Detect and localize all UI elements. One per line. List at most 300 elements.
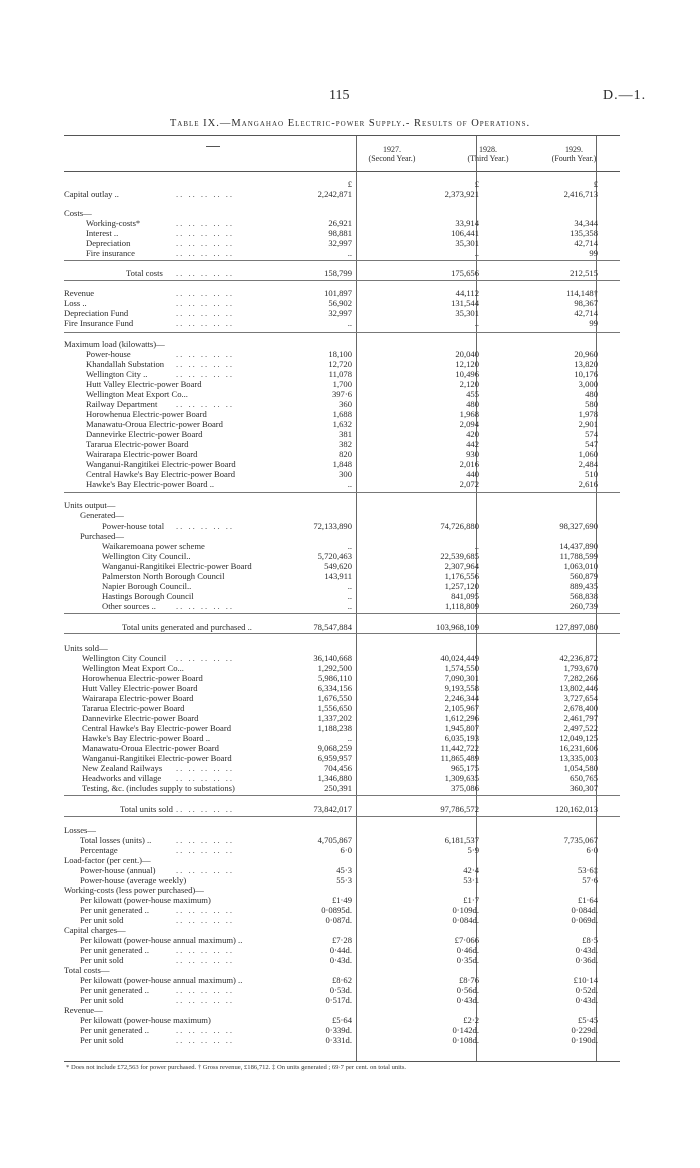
cell-value-1927: 381 <box>339 429 352 439</box>
table-row <box>64 439 620 449</box>
column-header-1929: 1929. (Fourth Year.) <box>551 145 597 163</box>
leader-dots: .. .. .. .. .. <box>176 915 235 925</box>
leader-dots: .. .. .. .. .. <box>176 248 235 258</box>
row-label: Per kilowatt (power-house annual maximum) .. <box>80 975 243 985</box>
table-row <box>64 500 620 510</box>
cell-value-1928: 22,539,685 <box>440 551 479 561</box>
cell-value-1928: 1,574,550 <box>444 663 479 673</box>
table-row <box>64 1005 620 1015</box>
page-header <box>0 88 700 108</box>
cell-value-1929: 16,231,606 <box>559 743 598 753</box>
row-label: Revenue <box>64 288 95 298</box>
cell-value-1928: 440 <box>466 469 479 479</box>
leader-dots: .. .. .. .. .. <box>176 268 235 278</box>
section-rule <box>64 613 620 614</box>
row-label: Power-house (annual) <box>80 865 156 875</box>
table-row <box>64 622 620 632</box>
row-label: Tararua Electric-power Board <box>82 703 185 713</box>
table-row <box>64 673 620 683</box>
cell-value-1928: 375,086 <box>451 783 479 793</box>
cell-value-1929: 212,515 <box>570 268 598 278</box>
cell-value-1927: 143,911 <box>324 571 352 581</box>
row-label: Power-house (average weekly) <box>80 875 187 885</box>
table-row <box>64 339 620 349</box>
cell-value-1928: 2,016 <box>459 459 479 469</box>
row-label: Per kilowatt (power-house maximum) <box>80 895 211 905</box>
row-label: Percentage <box>80 845 118 855</box>
leader-dots: .. .. .. .. .. <box>176 228 235 238</box>
row-label: Interest .. <box>86 228 119 238</box>
table-row <box>64 855 620 865</box>
row-label: Units sold— <box>64 643 108 653</box>
cell-value-1928: 11,442,722 <box>440 743 479 753</box>
leader-dots: .. .. .. .. .. <box>176 945 235 955</box>
leader-dots: .. .. .. .. .. <box>176 865 235 875</box>
cell-value-1929: 360,307 <box>570 783 598 793</box>
cell-value-1927: 250,391 <box>324 783 352 793</box>
cell-value-1929: 1,054,580 <box>563 763 598 773</box>
cell-value-1927: 382 <box>339 439 352 449</box>
row-label: Wellington City .. <box>86 369 148 379</box>
cell-value-1927: 397·6 <box>331 389 352 399</box>
cell-value-1929: 0·52d. <box>575 985 598 995</box>
cell-value-1928: 1,309,635 <box>444 773 479 783</box>
table-row <box>64 308 620 318</box>
cell-value-1929: 6·0 <box>586 845 598 855</box>
row-label: Central Hawke's Bay Electric-power Board <box>86 469 236 479</box>
cell-value-1928: 0·46d. <box>456 945 479 955</box>
cell-value-1927: 101,897 <box>324 288 352 298</box>
cell-value-1929: 42,714 <box>574 238 598 248</box>
cell-value-1928: 1,612,296 <box>444 713 479 723</box>
cell-value-1927: 78,547,884 <box>313 622 352 632</box>
cell-value-1927: 300 <box>339 469 352 479</box>
cell-value-1929: 0·069d. <box>571 915 598 925</box>
cell-value-1929: 1,978 <box>578 409 598 419</box>
cell-value-1929: 510 <box>585 469 598 479</box>
row-label: Total units generated and purchased .. <box>122 622 252 632</box>
leader-dots: .. .. .. .. .. <box>176 399 235 409</box>
leader-dots: .. .. .. .. .. <box>176 804 235 814</box>
cell-value-1928: 6,181,537 <box>444 835 479 845</box>
table-row <box>64 571 620 581</box>
table-row <box>64 238 620 248</box>
row-label: Manawatu-Oroua Electric-power Board <box>82 743 219 753</box>
cell-value-1927: 11,078 <box>328 369 352 379</box>
leader-dots: .. .. .. .. .. <box>176 653 235 663</box>
cell-value-1928: 1,118,809 <box>444 601 479 611</box>
leader-dots: .. .. .. .. .. <box>176 905 235 915</box>
row-label: Napier Borough Council.. <box>102 581 192 591</box>
cell-value-1927: 55·3 <box>336 875 352 885</box>
row-label: Khandallah Substation <box>86 359 165 369</box>
cell-value-1927: 0·339d. <box>325 1025 352 1035</box>
row-label: Wairarapa Electric-power Board <box>86 449 198 459</box>
cell-value-1927: 6,334,156 <box>317 683 352 693</box>
cell-value-1927: 0·44d. <box>329 945 352 955</box>
table-row <box>64 288 620 298</box>
cell-value-1929: 2,497,522 <box>563 723 598 733</box>
row-label: Fire Insurance Fund <box>64 318 134 328</box>
cell-value-1927: 5,986,110 <box>317 673 352 683</box>
table-row <box>64 318 620 328</box>
cell-value-1929: 0·43d. <box>575 945 598 955</box>
table-row <box>64 763 620 773</box>
cell-value-1929: 2,901 <box>578 419 598 429</box>
table-row <box>64 975 620 985</box>
cell-value-1928: 106,441 <box>451 228 479 238</box>
cell-value-1929: 3,727,654 <box>563 693 598 703</box>
leader-dots: .. .. .. .. .. <box>176 845 235 855</box>
table-row <box>64 845 620 855</box>
cell-value-1927: 1,848 <box>332 459 352 469</box>
cell-value-1929: 580 <box>585 399 598 409</box>
cell-value-1927: 6,959,957 <box>317 753 352 763</box>
row-label: Costs— <box>64 208 92 218</box>
table-row <box>64 459 620 469</box>
cell-value-1928: 53·1 <box>463 875 479 885</box>
leader-dots: .. .. .. .. .. <box>176 318 235 328</box>
cell-value-1927: .. <box>347 541 352 551</box>
table-row <box>64 359 620 369</box>
cell-value-1928: 2,094 <box>459 419 479 429</box>
row-label: Load-factor (per cent.)— <box>64 855 151 865</box>
row-label: Horowhenua Electric-power Board <box>86 409 207 419</box>
section-rule <box>64 280 620 281</box>
cell-value-1927: 5,720,463 <box>317 551 352 561</box>
cell-value-1927: 6·0 <box>340 845 352 855</box>
cell-value-1928: 0·084d. <box>452 915 479 925</box>
row-label: Railway Department <box>86 399 158 409</box>
table-row <box>64 653 620 663</box>
row-label: Working-costs* <box>86 218 141 228</box>
cell-value-1928: 480 <box>466 399 479 409</box>
column-header-1928: 1928. (Third Year.) <box>467 145 509 163</box>
table-row <box>64 349 620 359</box>
row-label: Wellington City Council.. <box>102 551 191 561</box>
cell-value-1929: £ <box>593 179 598 189</box>
cell-value-1929: 2,678,400 <box>563 703 598 713</box>
cell-value-1928: 2,307,964 <box>444 561 479 571</box>
table-row <box>64 248 620 258</box>
cell-value-1929: 127,897,080 <box>555 622 598 632</box>
cell-value-1927: £8·62 <box>331 975 352 985</box>
table-row <box>64 521 620 531</box>
table-row <box>64 895 620 905</box>
table-row <box>64 469 620 479</box>
cell-value-1929: 7,735,067 <box>563 835 598 845</box>
cell-value-1929: 12,049,125 <box>559 733 598 743</box>
cell-value-1927: 18,100 <box>328 349 352 359</box>
cell-value-1928: 1,176,556 <box>444 571 479 581</box>
cell-value-1928: £1·7 <box>463 895 479 905</box>
cell-value-1927: 1,337,202 <box>317 713 352 723</box>
leader-dots: .. .. .. .. .. <box>176 218 235 228</box>
cell-value-1929: 650,765 <box>570 773 598 783</box>
cell-value-1929: 14,437,890 <box>559 541 598 551</box>
table-row <box>64 804 620 814</box>
row-label: Testing, &c. (includes supply to substations) <box>82 783 235 793</box>
table-row <box>64 389 620 399</box>
row-label: Wairarapa Electric-power Board <box>82 693 194 703</box>
cell-value-1929: 10,176 <box>574 369 598 379</box>
cell-value-1927: 32,997 <box>328 308 352 318</box>
table-row <box>64 905 620 915</box>
cell-value-1927: 1,688 <box>332 409 352 419</box>
cell-value-1928: 42·4 <box>463 865 479 875</box>
section-rule <box>64 795 620 796</box>
document-reference: D.—1. <box>603 88 647 103</box>
cell-value-1928: £7·066 <box>454 935 479 945</box>
cell-value-1927: 1,556,650 <box>317 703 352 713</box>
row-label: Per unit sold <box>80 1035 124 1045</box>
table-row <box>64 955 620 965</box>
cell-value-1928: 2,246,344 <box>444 693 479 703</box>
row-label: Wellington City Council <box>82 653 167 663</box>
row-label: Wanganui-Rangitikei Electric-power Board <box>82 753 232 763</box>
cell-value-1928: 35,301 <box>455 238 479 248</box>
cell-value-1928: 1,945,807 <box>444 723 479 733</box>
cell-value-1927: .. <box>347 591 352 601</box>
cell-value-1929: 1,063,010 <box>563 561 598 571</box>
cell-value-1928: 12,120 <box>455 359 479 369</box>
cell-value-1929: 547 <box>585 439 598 449</box>
cell-value-1927: 0·43d. <box>329 955 352 965</box>
section-rule <box>64 633 620 634</box>
cell-value-1928: 10,496 <box>455 369 479 379</box>
page-number: 115 <box>329 88 350 103</box>
table-row <box>64 663 620 673</box>
table-row <box>64 1035 620 1045</box>
header-dash <box>206 146 220 147</box>
table-row <box>64 693 620 703</box>
row-label: Wanganui-Rangitikei Electric-power Board <box>102 561 252 571</box>
cell-value-1927: £7·28 <box>331 935 352 945</box>
cell-value-1927: 26,921 <box>328 218 352 228</box>
cell-value-1929: 260,739 <box>570 601 598 611</box>
cell-value-1927: 549,620 <box>324 561 352 571</box>
cell-value-1929: 3,000 <box>578 379 598 389</box>
cell-value-1928: 44,112 <box>455 288 479 298</box>
table-row <box>64 743 620 753</box>
cell-value-1928: .. <box>474 248 479 258</box>
row-label: Wanganui-Rangitikei Electric-power Board <box>86 459 236 469</box>
cell-value-1927: 1,292,500 <box>317 663 352 673</box>
table-row <box>64 733 620 743</box>
table-row <box>64 723 620 733</box>
table-row <box>64 985 620 995</box>
cell-value-1927: 98,881 <box>328 228 352 238</box>
cell-value-1927: .. <box>347 581 352 591</box>
cell-value-1929: 480 <box>585 389 598 399</box>
row-label: Central Hawke's Bay Electric-power Board <box>82 723 232 733</box>
cell-value-1929: 1,793,670 <box>563 663 598 673</box>
table-row <box>64 773 620 783</box>
cell-value-1927: £ <box>347 179 352 189</box>
cell-value-1928: 97,786,572 <box>440 804 479 814</box>
cell-value-1927: £1·49 <box>331 895 352 905</box>
row-label: Hutt Valley Electric-power Board <box>86 379 202 389</box>
cell-value-1928: 2,373,921 <box>444 189 479 199</box>
cell-value-1927: 73,842,017 <box>313 804 352 814</box>
table-row <box>64 601 620 611</box>
table-row <box>64 965 620 975</box>
cell-value-1929: 0·36d. <box>575 955 598 965</box>
table-title: Table IX.—Mangahao Electric-power Supply.- Results of Operations. <box>169 118 531 129</box>
cell-value-1929: 560,879 <box>570 571 598 581</box>
cell-value-1927: .. <box>347 248 352 258</box>
cell-value-1929: 120,162,013 <box>555 804 598 814</box>
cell-value-1927: 1,700 <box>332 379 352 389</box>
cell-value-1929: £1·64 <box>577 895 598 905</box>
leader-dots: .. .. .. .. .. <box>176 955 235 965</box>
leader-dots: .. .. .. .. .. <box>176 1025 235 1035</box>
cell-value-1928: 2,072 <box>459 479 479 489</box>
row-label: Per kilowatt (power-house annual maximum) .. <box>80 935 243 945</box>
table-row <box>64 189 620 199</box>
cell-value-1929: 135,358 <box>570 228 598 238</box>
cell-value-1929: 42,236,872 <box>559 653 598 663</box>
row-label: Headworks and village <box>82 773 162 783</box>
table-row <box>64 643 620 653</box>
cell-value-1928: 1,968 <box>459 409 479 419</box>
row-label: Waikaremoana power scheme <box>102 541 205 551</box>
cell-value-1927: 56,902 <box>328 298 352 308</box>
row-label: Generated— <box>80 510 124 520</box>
leader-dots: .. .. .. .. .. <box>176 308 235 318</box>
row-label: New Zealand Railways <box>82 763 163 773</box>
cell-value-1929: 2,461,797 <box>563 713 598 723</box>
section-rule <box>64 332 620 333</box>
leader-dots: .. .. .. .. .. <box>176 288 235 298</box>
table-row <box>64 1015 620 1025</box>
cell-value-1927: 12,720 <box>328 359 352 369</box>
cell-value-1929: 0·229d. <box>571 1025 598 1035</box>
row-label: Maximum load (kilowatts)— <box>64 339 165 349</box>
row-label: Power-house <box>86 349 131 359</box>
cell-value-1928: 11,865,489 <box>440 753 479 763</box>
table-row <box>64 268 620 278</box>
row-label: Working-costs (less power purchased)— <box>64 885 204 895</box>
cell-value-1928: 131,544 <box>451 298 479 308</box>
table-row <box>64 429 620 439</box>
cell-value-1927: 1,346,880 <box>317 773 352 783</box>
cell-value-1929: 0·084d. <box>571 905 598 915</box>
row-label: Tararua Electric-power Board <box>86 439 189 449</box>
table-row <box>64 935 620 945</box>
leader-dots: .. .. .. .. .. <box>176 763 235 773</box>
cell-value-1928: 420 <box>466 429 479 439</box>
cell-value-1929: 99 <box>589 318 598 328</box>
row-label: Total costs— <box>64 965 110 975</box>
cell-value-1928: 930 <box>466 449 479 459</box>
cell-value-1927: 72,133,890 <box>313 521 352 531</box>
row-label: Per unit generated .. <box>80 945 149 955</box>
cell-value-1927: 36,140,668 <box>313 653 352 663</box>
table-row <box>64 783 620 793</box>
row-label: Per unit sold <box>80 955 124 965</box>
cell-value-1928: 33,914 <box>455 218 479 228</box>
cell-value-1928: 2,120 <box>459 379 479 389</box>
leader-dots: .. .. .. .. .. <box>176 349 235 359</box>
cell-value-1929: 889,435 <box>570 581 598 591</box>
table-row <box>64 419 620 429</box>
cell-value-1928: .. <box>474 541 479 551</box>
table-row <box>64 683 620 693</box>
row-label: Per unit generated .. <box>80 985 149 995</box>
table-row <box>64 875 620 885</box>
cell-value-1927: 0·517d. <box>325 995 352 1005</box>
row-label: Hastings Borough Council <box>102 591 194 601</box>
row-label: Dannevirke Electric-power Board <box>86 429 203 439</box>
cell-value-1929: 34,344 <box>574 218 598 228</box>
cell-value-1927: .. <box>347 733 352 743</box>
cell-value-1927: 158,799 <box>324 268 352 278</box>
table-row <box>64 208 620 218</box>
cell-value-1929: 99 <box>589 248 598 258</box>
section-rule <box>64 260 620 261</box>
leader-dots: .. .. .. .. .. <box>176 995 235 1005</box>
table-row <box>64 409 620 419</box>
cell-value-1927: 2,242,871 <box>317 189 352 199</box>
cell-value-1927: 0·331d. <box>325 1035 352 1045</box>
leader-dots: .. .. .. .. .. <box>176 298 235 308</box>
row-label: Per unit sold <box>80 995 124 1005</box>
cell-value-1929: £10·14 <box>573 975 598 985</box>
row-label: Horowhenua Electric-power Board <box>82 673 203 683</box>
table-row <box>64 925 620 935</box>
cell-value-1927: 820 <box>339 449 352 459</box>
cell-value-1929: 114,148† <box>566 288 598 298</box>
cell-value-1927: 4,705,867 <box>317 835 352 845</box>
row-label: Losses— <box>64 825 96 835</box>
table-row <box>64 510 620 520</box>
cell-value-1928: 0·35d. <box>456 955 479 965</box>
table-row <box>64 1025 620 1035</box>
table-row <box>64 945 620 955</box>
cell-value-1929: 11,788,599 <box>559 551 598 561</box>
cell-value-1928: .. <box>474 318 479 328</box>
table-row <box>64 825 620 835</box>
row-label: Depreciation Fund <box>64 308 129 318</box>
row-label: Per unit sold <box>80 915 124 925</box>
leader-dots: .. .. .. .. .. <box>176 835 235 845</box>
table-row <box>64 835 620 845</box>
cell-value-1929: 568,838 <box>570 591 598 601</box>
table-row <box>64 885 620 895</box>
table-row <box>64 399 620 409</box>
table-row <box>64 531 620 541</box>
row-label: Revenue— <box>64 1005 103 1015</box>
cell-value-1929: 7,282,266 <box>563 673 598 683</box>
cell-value-1928: 20,040 <box>455 349 479 359</box>
cell-value-1929: 1,060 <box>578 449 598 459</box>
leader-dots: .. .. .. .. .. <box>176 601 235 611</box>
cell-value-1929: 13,335,003 <box>559 753 598 763</box>
results-table <box>64 135 620 1062</box>
row-label: Palmerston North Borough Council <box>102 571 225 581</box>
cell-value-1929: £5·45 <box>577 1015 598 1025</box>
cell-value-1928: 7,090,301 <box>444 673 479 683</box>
cell-value-1927: .. <box>347 479 352 489</box>
cell-value-1929: 53·6‡ <box>577 865 598 875</box>
table-row <box>64 581 620 591</box>
leader-dots: .. .. .. .. .. <box>176 1035 235 1045</box>
row-label: Purchased— <box>80 531 124 541</box>
leader-dots: .. .. .. .. .. <box>176 985 235 995</box>
table-row <box>64 561 620 571</box>
table-row <box>64 449 620 459</box>
